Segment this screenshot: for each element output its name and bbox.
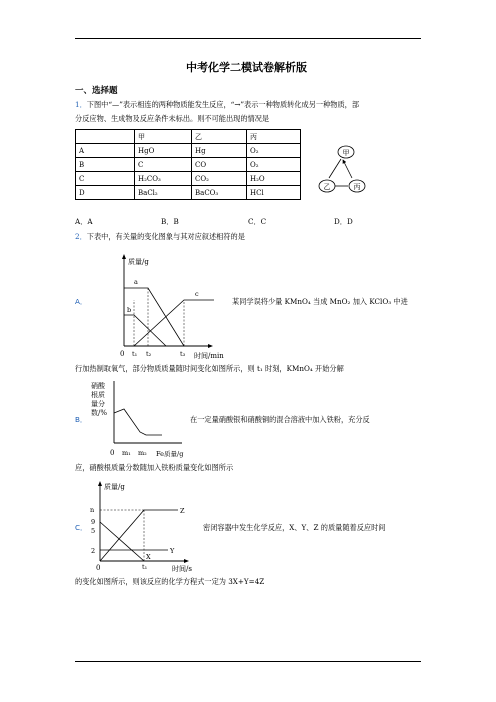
graph-c [88,479,198,573]
origin-label: 0 [110,449,115,457]
table-cell: CO [192,158,247,172]
tick-t1: t₁ [132,350,138,358]
table-cell: HgO [135,144,192,158]
table-cell: BaCl₂ [135,186,192,200]
x-axis-label: Fe质量/g [156,450,184,458]
table-cell: HCl [247,186,301,200]
xtick-t1: t₁ [142,563,148,571]
table-header-cell: 乙 [192,130,247,144]
footer-rule [75,661,421,662]
table-cell: D [76,186,135,200]
tick-m1: m₁ [122,449,131,457]
tick-t2: t₂ [146,350,152,358]
page-title: 中考化学二模试卷解析版 [186,61,307,74]
table-row [76,186,301,200]
q2-number: 2． [75,232,87,241]
series-z [100,510,178,561]
curve-a [124,288,184,346]
q2-a-label: A． [75,297,88,306]
y-axis-arrow [122,254,126,259]
ytick-n: n [90,506,95,514]
q1-relation-diagram [313,140,369,196]
curve-c [124,300,214,346]
q1-option-d: D．D [334,217,353,226]
table-cell: C [76,172,135,186]
q1-text-line1: 1．下图中“—”表示相连的两种物质能发生反应，“→”表示一种物质转化成另一种物质，部 [75,100,360,109]
y-axis-label-line4: 数/% [91,409,108,417]
bing-label: 丙 [353,183,361,191]
q2-c-desc-line2: 的变化如图所示，则该反应的化学方程式一定为 3X+Y=4Z [75,577,265,586]
graph-b [90,379,200,461]
curve-b-label: b [127,306,132,314]
table-cell: Hg [192,144,247,158]
table-cell: A [76,144,135,158]
jia-label: 甲 [342,149,350,157]
x-axis-arrow [184,559,189,563]
y-axis-label: 质量/g [104,483,125,491]
section-heading: 一、选择题 [75,86,118,96]
yi-label: 乙 [323,183,331,191]
q2-b-label: B． [75,415,88,424]
table-cell: CO₂ [192,172,247,186]
q1-option-c: C．C [248,217,267,226]
graph-a [110,250,235,365]
table-header-cell [76,130,135,144]
q1-text-line2: 分反应物、生成物及反应条件未标出。则不可能出现的情况是 [75,114,270,123]
q2-c-label: C． [75,523,88,532]
y-axis-label: 质量/g [128,258,149,266]
table-cell: O₂ [247,158,301,172]
q2-b-desc-line1: 在一定量硝酸银和硝酸铜的混合溶液中加入铁粉，充分反 [190,415,370,424]
q2-b-desc-line2: 应，硝酸根质量分数随加入铁粉质量变化如图所示 [75,463,234,472]
table-header-row [76,130,301,144]
curve-c-label: c [195,290,199,298]
ytick-2: 2 [91,547,96,555]
curve-a-label: a [134,278,138,286]
ytick-9: 9 [91,518,96,526]
table-cell: H₂CO₃ [135,172,192,186]
origin-label: 0 [120,350,125,358]
q1-option-b: B．B [161,217,179,226]
tick-t3: t₃ [180,350,186,358]
series-z-label: Z [180,507,185,515]
q1-number: 1． [75,100,87,109]
ytick-5: 5 [91,527,96,535]
q2-c-desc-line1: 密闭容器中发生化学反应，X、Y、Z 的质量随着反应时间 [203,523,386,532]
table-row [76,172,301,186]
table-header-cell: 甲 [135,130,192,144]
x-axis-label: 时间/min [194,352,224,360]
series-x-label: X [146,553,151,561]
q2-a-desc-line1: 某同学误将少量 KMnO₄ 当成 MnO₂ 加入 KClO₃ 中进 [232,297,408,306]
y-axis-label-line2: 根质 [91,391,105,399]
x-axis-label: 时间/s [172,565,192,573]
series-y-label: Y [170,547,175,555]
y-axis-label-line3: 量分 [91,400,105,408]
table-row [76,144,301,158]
q2-text: 2．下表中，有关量的变化图象与其对应叙述相符的是 [75,232,245,241]
table-cell: O₂ [247,144,301,158]
table-cell: H₂O [247,172,301,186]
table-cell: BaCO₃ [192,186,247,200]
series-x [100,522,144,561]
tick-m2: m₂ [138,449,147,457]
bing-to-jia-arrow [343,160,352,178]
table-row [76,158,301,172]
y-axis-label-line1: 硝酸 [91,382,105,390]
curve-b [124,315,166,346]
q1-option-a: A．A [75,217,93,226]
header-rule [75,38,421,39]
q2-a-desc-line2: 行加热制取氧气，部分物质质量随时间变化如图所示，则 t₁ 时刻，KMnO₄ 开始分解 [75,364,344,373]
table-cell: C [135,158,192,172]
origin-label: 0 [96,564,101,572]
table-header-cell: 丙 [247,130,301,144]
x-axis-arrow [208,344,213,348]
table-cell: B [76,158,135,172]
nitrate-fraction-curve [114,409,162,435]
q1-table [75,129,301,200]
jia-yi-link [329,159,341,178]
y-axis-arrow [98,481,102,486]
